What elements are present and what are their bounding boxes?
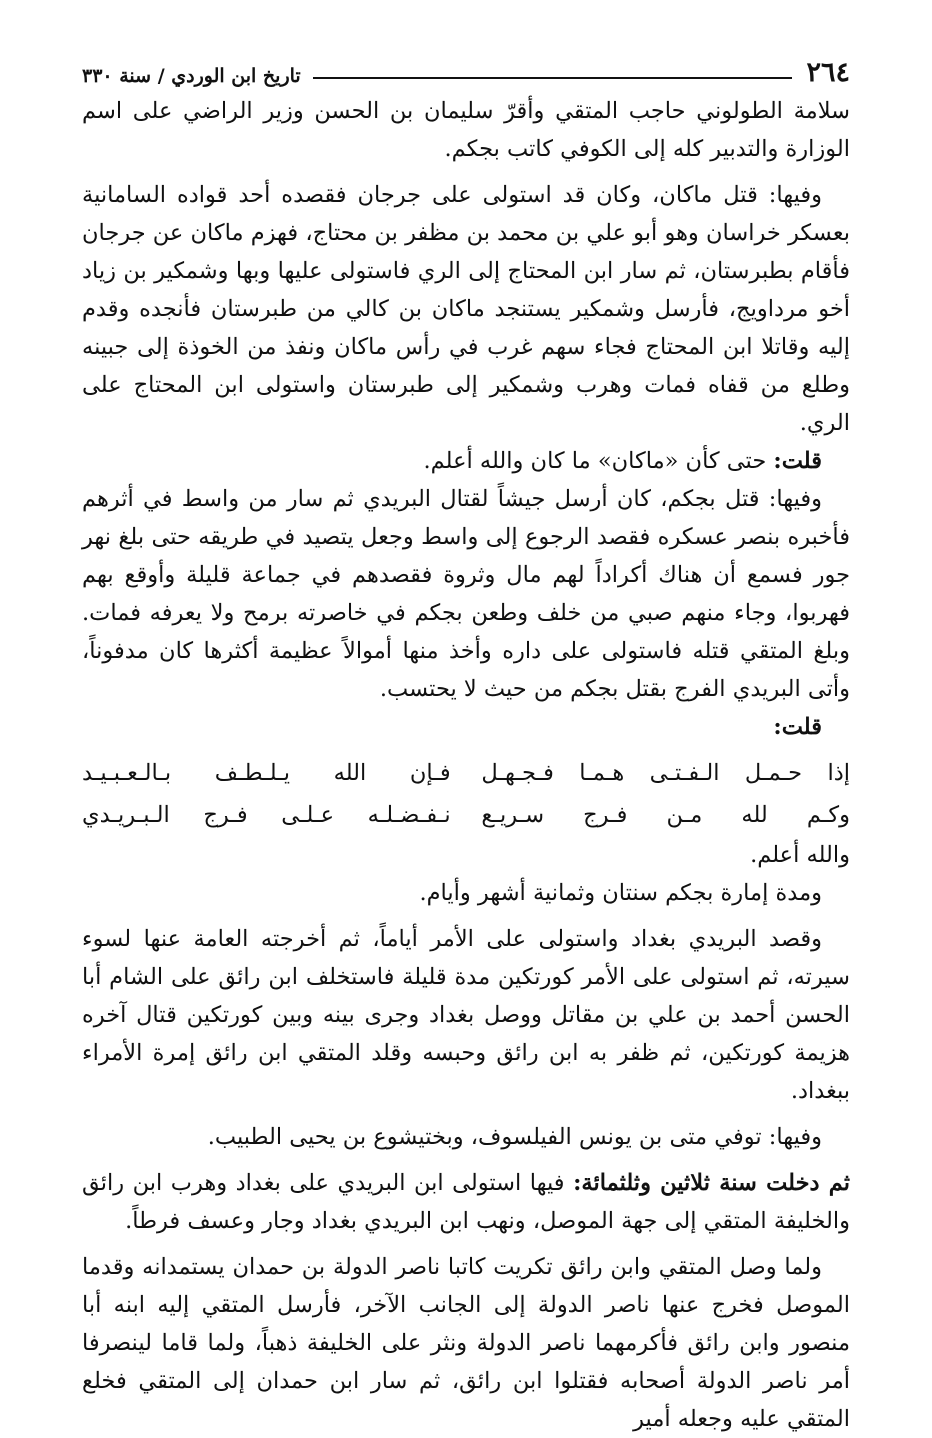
paragraph-text: ولما وصل المتقي وابن رائق تكريت كاتبا ناصر الدولة بن حمدان يستمدانه وقدما الموصل فخرج عنها ناصر الدولة إلى الجانب الآخر، فأرسل المتقي إليه ابنه أبا منصور وابن رائق فأكرمهما ناصر الدولة ونثر على الخليفة ذهباً، ولما قاما لينصرفا أمر ناصر الدولة أصحابه فقتلوا ابن رائق، ثم سار ابن حمدان إلى المتقي فخلع المتقي عليه وجعله أمير: [82, 1254, 850, 1432]
paragraph: [82, 874, 850, 912]
paragraph-text: وفيها: قتل بجكم، كان أرسل جيشاً لقتال البريدي ثم سار من واسط في أثرهم فأخبره بنصر عسكره فقصد الرجوع إلى واسط وجعل يتصيد في طريقه حتى بلغ نهر جور فسمع أن هناك أكراداً لهم مال وثروة فقصدهم في جماعة قليلة وأوقع بهم فهربوا، وجاء منهم صبي من خلف وطعن بجكم في خاصرته برمح ولا يعرفه فمات. وبلغ المتقي قتله فاستولى على داره وأخذ منها أموالاً عظيمة أكثرها كان مدفوناً، وأتى البريدي الفرج بقتل بجكم من حيث لا يحتسب.: [82, 486, 850, 702]
paragraph: [82, 708, 850, 746]
paragraph: [82, 92, 850, 168]
page-body: [82, 92, 850, 1438]
running-title: تاريخ ابن الوردي / سنة ٣٣٠: [82, 65, 301, 87]
page-header: [82, 52, 850, 86]
poem: [82, 752, 850, 836]
page-number: ٢٦٤: [806, 57, 850, 88]
header-rule: [313, 77, 793, 79]
paragraph: [82, 442, 850, 480]
paragraph-lead: قلت:: [773, 448, 822, 474]
poem-verse: [82, 794, 850, 836]
paragraph-text: وفيها: توفي متى بن يونس الفيلسوف، وبختيشوع بن يحيى الطبيب.: [207, 1124, 822, 1150]
verse-second-hemistich: نـفـضـلـه عـلـى فـرج الـبـريـدي: [82, 802, 451, 828]
verse-second-hemistich: فـإن الله يـلـطـف بـالـعـبـيـد: [82, 760, 451, 786]
verse-first-hemistich: إذا حـمـل الـفـتـى هـمـا فـجـهـل: [481, 760, 850, 786]
paragraph-text: فيها استولى ابن البريدي على بغداد وهرب ابن رائق والخليفة المتقي إلى جهة الموصل، ونهب ابن البريدي بغداد وجار وعسف فرطاً.: [82, 1170, 850, 1234]
paragraph: [82, 1118, 850, 1156]
paragraph-text: ومدة إمارة بجكم سنتان وثمانية أشهر وأيام.: [419, 880, 822, 906]
paragraph: [82, 480, 850, 708]
paragraph-lead: قلت:: [773, 714, 822, 740]
paragraph: [82, 1248, 850, 1438]
poem-verse: [82, 752, 850, 794]
paragraph-text: وقصد البريدي بغداد واستولى على الأمر أياماً، ثم أخرجته العامة عنها لسوء سيرته، ثم استولى على الأمر كورتكين مدة قليلة فاستخلف ابن رائق على الشام أبا الحسن أحمد بن علي بن مقاتل ووصل بغداد وجرى بينه وبين كورتكين قتال آخره هزيمة كورتكين، ثم ظفر به ابن رائق وحبسه وقلد المتقي ابن رائق إمرة الأمراء ببغداد.: [82, 926, 850, 1104]
paragraph-text: حتى كأن «ماكان» ما كان والله أعلم.: [423, 448, 767, 474]
paragraph: [82, 920, 850, 1110]
year-heading: ثم دخلت سنة ثلاثين وثلثمائة:: [573, 1170, 850, 1196]
paragraph: [82, 1164, 850, 1240]
paragraph-text: والله أعلم.: [750, 842, 850, 868]
paragraph: [82, 176, 850, 442]
paragraph-text: وفيها: قتل ماكان، وكان قد استولى على جرجان فقصده أحد قواده السامانية بعسكر خراسان وهو أبو علي بن محمد بن مظفر بن محتاج، فهزم ماكان عن جرجان فأقام بطبرستان، ثم سار ابن المحتاج إلى الري فاستولى عليها وبها وشمكير بن زياد أخو مرداويج، فأرسل وشمكير يستنجد ماكان بن كالي من طبرستان فأنجده وقدم إليه وقاتلا ابن المحتاج فجاء سهم غرب في رأس ماكان ونفذ من الخوذة إلى جبينه وطلع من قفاه فمات وهرب وشمكير إلى طبرستان واستولى ابن المحتاج على الري.: [82, 182, 850, 436]
verse-first-hemistich: وكـم لله مـن فـرج سـريـع: [481, 802, 850, 828]
paragraph-text: سلامة الطولوني حاجب المتقي وأقرّ سليمان بن الحسن وزير الراضي على اسم الوزارة والتدبير كله إلى الكوفي كاتب بجكم.: [82, 98, 850, 162]
paragraph: [82, 836, 850, 874]
